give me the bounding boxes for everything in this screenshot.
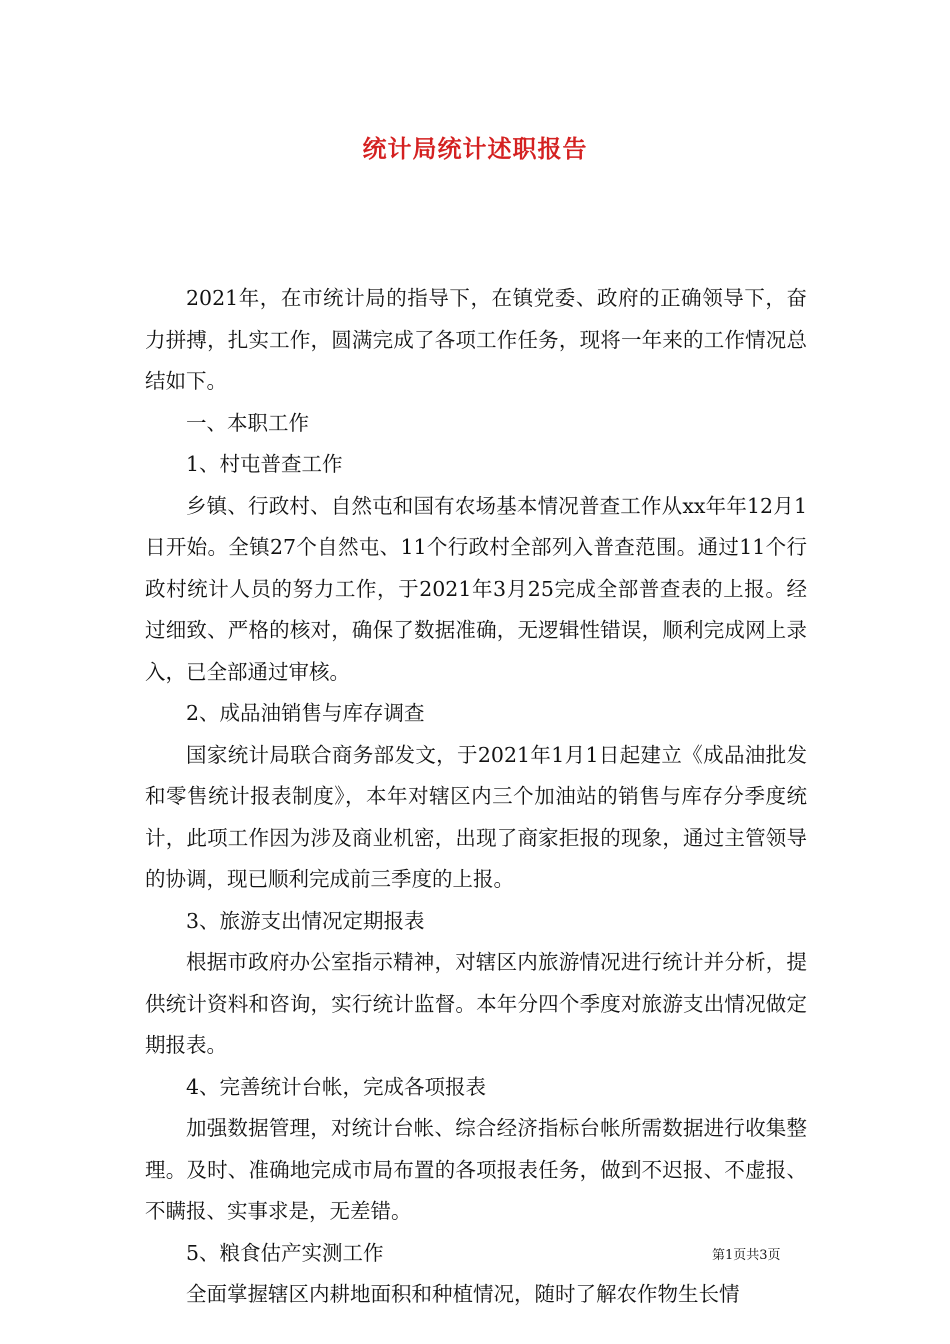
section-heading: 一、本职工作 <box>186 410 309 435</box>
subsection-heading: 3、旅游支出情况定期报表 <box>186 908 425 933</box>
page-indicator: 第1页共3页 <box>712 1248 781 1263</box>
subsection-heading: 1、村屯普查工作 <box>186 452 343 476</box>
body-paragraph: 加强数据管理，对统计台帐、综合经济指标台帐所需数据进行收集整理。及时、准确地完成市局布置的各项报表任务，做到不迟报、不虚报、不瞒报、实事求是，无差错。 <box>145 1116 807 1223</box>
subsection-heading: 2、成品油销售与库存调查 <box>186 701 425 725</box>
body-paragraph: 国家统计局联合商务部发文，于2021年1月1日起建立《成品油批发和零售统计报表制度》，本年对辖区内三个加油站的销售与库存分季度统计，此项工作因为涉及商业机密，出现了商家拒报的现象，通过主管领导的协调，现已顺利完成前三季度的上报。 <box>145 742 807 891</box>
body-paragraph: 根据市政府办公室指示精神，对辖区内旅游情况进行统计并分析，提供统计资料和咨询，实行统计监督。本年分四个季度对旅游支出情况做定期报表。 <box>145 950 807 1057</box>
document-title: 统计局统计述职报告 <box>362 134 588 163</box>
subsection-heading: 4、完善统计台帐，完成各项报表 <box>186 1074 487 1099</box>
intro-paragraph: 2021年，在市统计局的指导下，在镇党委、政府的正确领导下，奋力拼搏，扎实工作，圆满完成了各项工作任务，现将一年来的工作情况总结如下。 <box>145 286 807 393</box>
document-body <box>145 278 807 1316</box>
body-paragraph: 乡镇、行政村、自然屯和国有农场基本情况普查工作从xx年年12月1日开始。全镇27个自然屯、11个行政村全部列入普查范围。通过11个行政村统计人员的努力工作，于2021年3月25完成全部普查表的上报。经过细致、严格的核对，确保了数据准确，无逻辑性错误，顺利完成网上录入，已全部通过审核。 <box>145 493 807 684</box>
body-paragraph: 全面掌握辖区内耕地面积和种植情况，随时了解农作物生长情 <box>186 1282 740 1306</box>
subsection-heading: 5、粮食估产实测工作 <box>186 1240 384 1265</box>
